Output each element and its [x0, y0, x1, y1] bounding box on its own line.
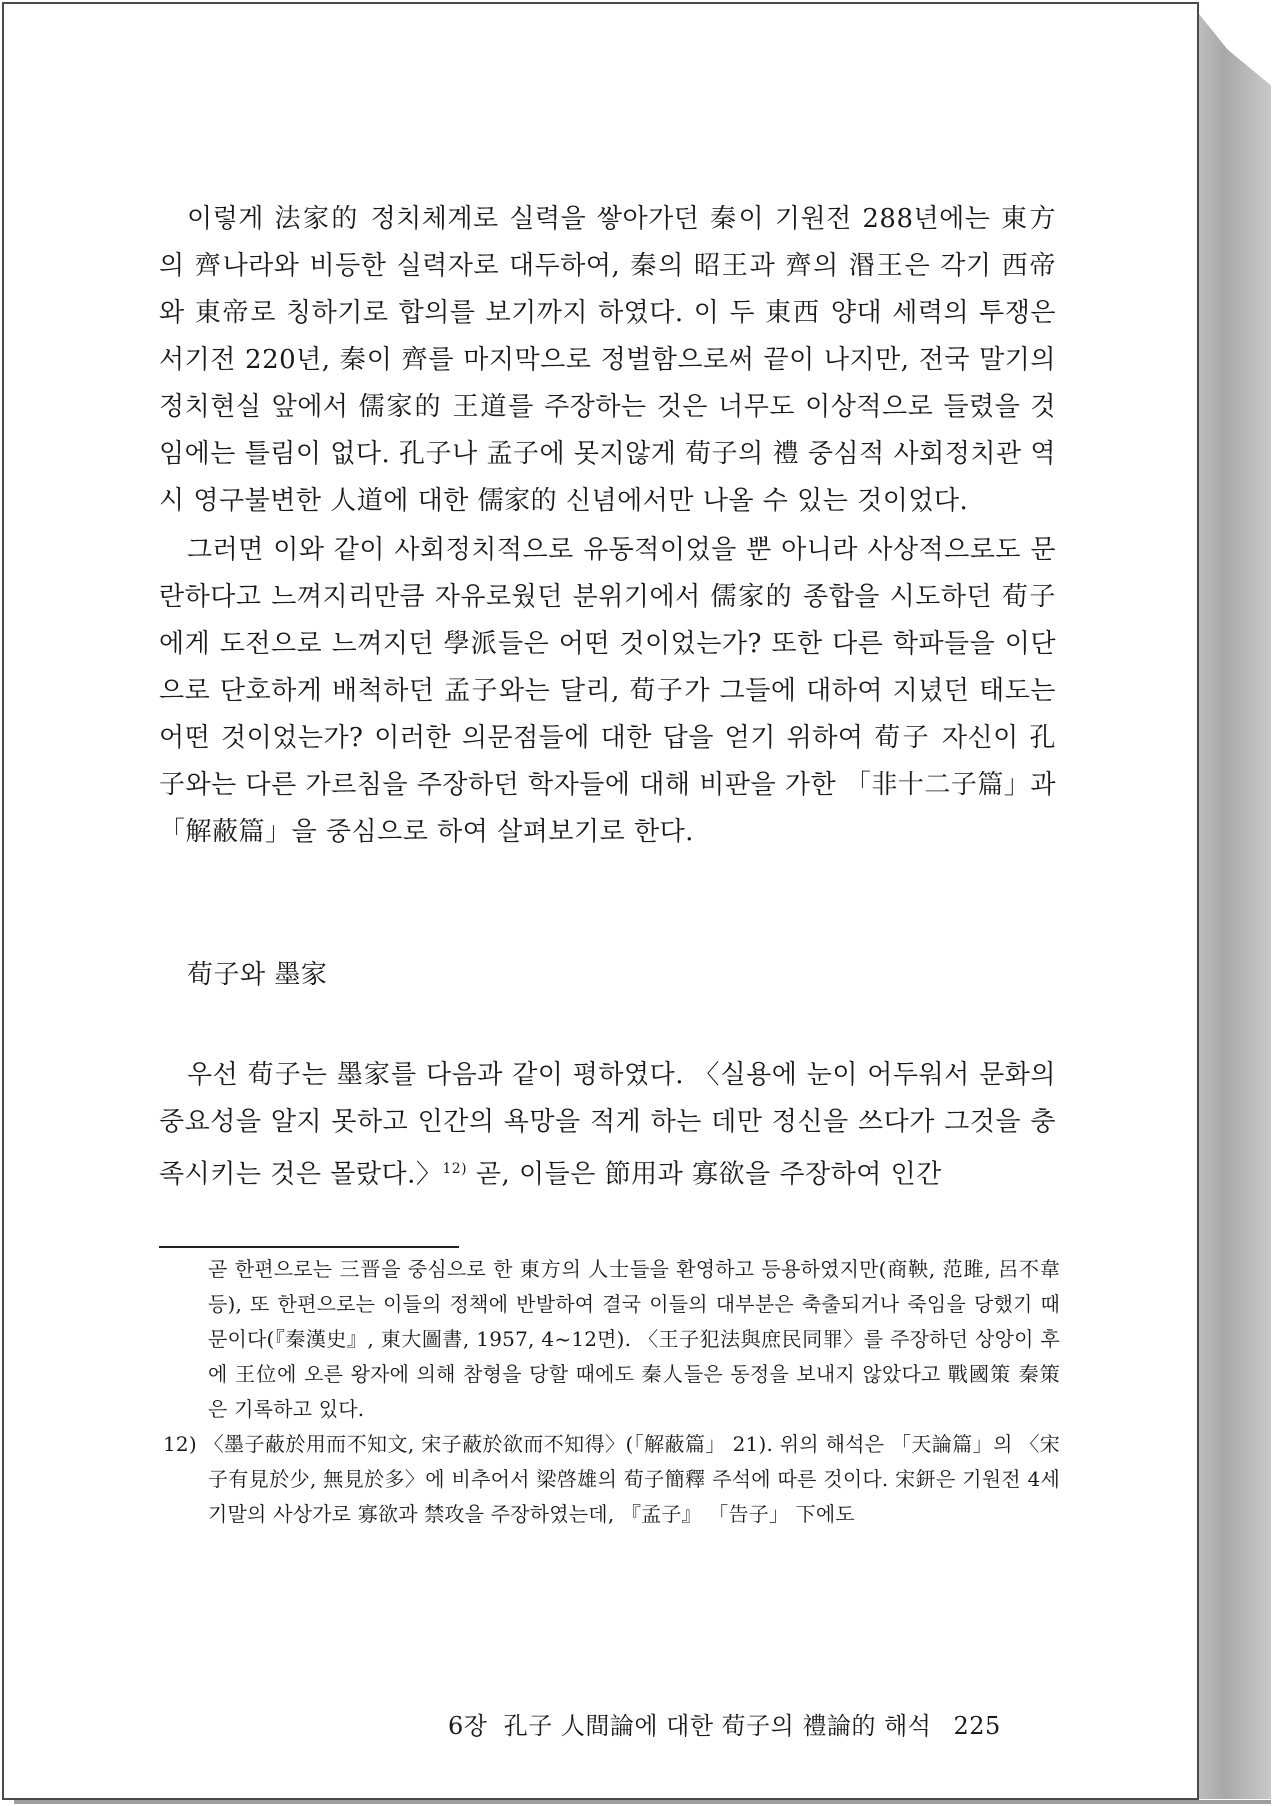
- running-head: 6장 孔子 人間論에 대한 荀子의 禮論的 해석: [448, 1712, 932, 1740]
- footnote-12: 12) 〈墨子蔽於用而不知文, 宋子蔽於欲而不知得〉(「解蔽篇」 21). 위의 해석은 「天論篇」의 〈宋子有見於少, 無見於多〉에 비추어서 梁啓雄의 荀子簡釋 주석에 따른 것이다. 宋鈃은 기원전 4세기말의 사상가로 寡欲과 禁攻을 주장하였는데, 『孟子』 「告子」 下에도: [163, 1432, 1060, 1526]
- body-paragraph-1: 이렇게 法家的 정치체계로 실력을 쌓아가던 秦이 기원전 288년에는 東方의 齊나라와 비등한 실력자로 대두하여, 秦의 昭王과 齊의 湣王은 각기 西帝와 東帝로 칭하기로 합의를 보기까지 하였다. 이 두 東西 양대 세력의 투쟁은 서기전 220년, 秦이 齊를 마지막으로 정벌함으로써 끝이 나지만, 전국 말기의 정치현실 앞에서 儒家的 王道를 주장하는 것은 너무도 이상적으로 들렸을 것임에는 틀림이 없다. 孔子나 孟子에 못지않게 荀子의 禮 중심적 사회정치관 역시 영구불변한 人道에 대한 儒家的 신념에서만 나올 수 있는 것이었다.: [159, 204, 1056, 516]
- section-heading: 荀子와 墨家: [187, 960, 328, 990]
- footnote-continuation: 곧 한편으로는 三晋을 중심으로 한 東方의 人士들을 환영하고 등용하였지만(商鞅, 范雎, 呂不韋 등), 또 한편으로는 이들의 정책에 반발하여 결국 이들의 대부분은 축출되거나 죽임을 당했기 때문이다(『秦漢史』, 東大圖書, 1957, 4~12면). 〈王子犯法與庶民同罪〉를 주장하던 상앙이 후에 王位에 오른 왕자에 의해 참형을 당할 때에도 秦人들은 동정을 보내지 않았다고 戰國策 秦策은 기록하고 있다.: [208, 1257, 1060, 1421]
- page-number: 225: [953, 1712, 1001, 1740]
- footnotes: [163, 1252, 1060, 1532]
- section-paragraph-text: 우선 荀子는 墨家를 다음과 같이 평하였다. 〈실용에 눈이 어두워서 문화의 중요성을 알지 못하고 인간의 욕망을 적게 하는 데만 정신을 쓰다가 그것을 충족시키는 것은 몰랐다.〉: [159, 1060, 1056, 1190]
- page-bottom-shadow: [14, 1800, 1271, 1804]
- page-footer: [448, 1708, 1001, 1744]
- body-paragraph-2: 그러면 이와 같이 사회정치적으로 유동적이었을 뿐 아니라 사상적으로도 문란하다고 느껴지리만큼 자유로웠던 분위기에서 儒家的 종합을 시도하던 荀子에게 도전으로 느껴지던 學派들은 어떤 것이었는가? 또한 다른 학파들을 이단으로 단호하게 배척하던 孟子와는 달리, 荀子가 그들에 대하여 지녔던 태도는 어떤 것이었는가? 이러한 의문점들에 대한 답을 얻기 위하여 荀子 자신이 孔子와는 다른 가르침을 주장하던 학자들에 대해 비판을 가한 「非十二子篇」과 「解蔽篇」을 중심으로 하여 살펴보기로 한다.: [159, 535, 1056, 847]
- section-text: [159, 1052, 1056, 1201]
- main-text: [159, 196, 1056, 858]
- section-paragraph: [159, 1052, 1056, 1199]
- section-paragraph-end: 곧, 이들은 節用과 寡欲을 주장하여 인간: [467, 1159, 942, 1190]
- footnote-ref-12: 12): [442, 1161, 468, 1177]
- page-edge-shadow: [1199, 14, 1271, 1799]
- footnote-rule: [159, 1246, 459, 1248]
